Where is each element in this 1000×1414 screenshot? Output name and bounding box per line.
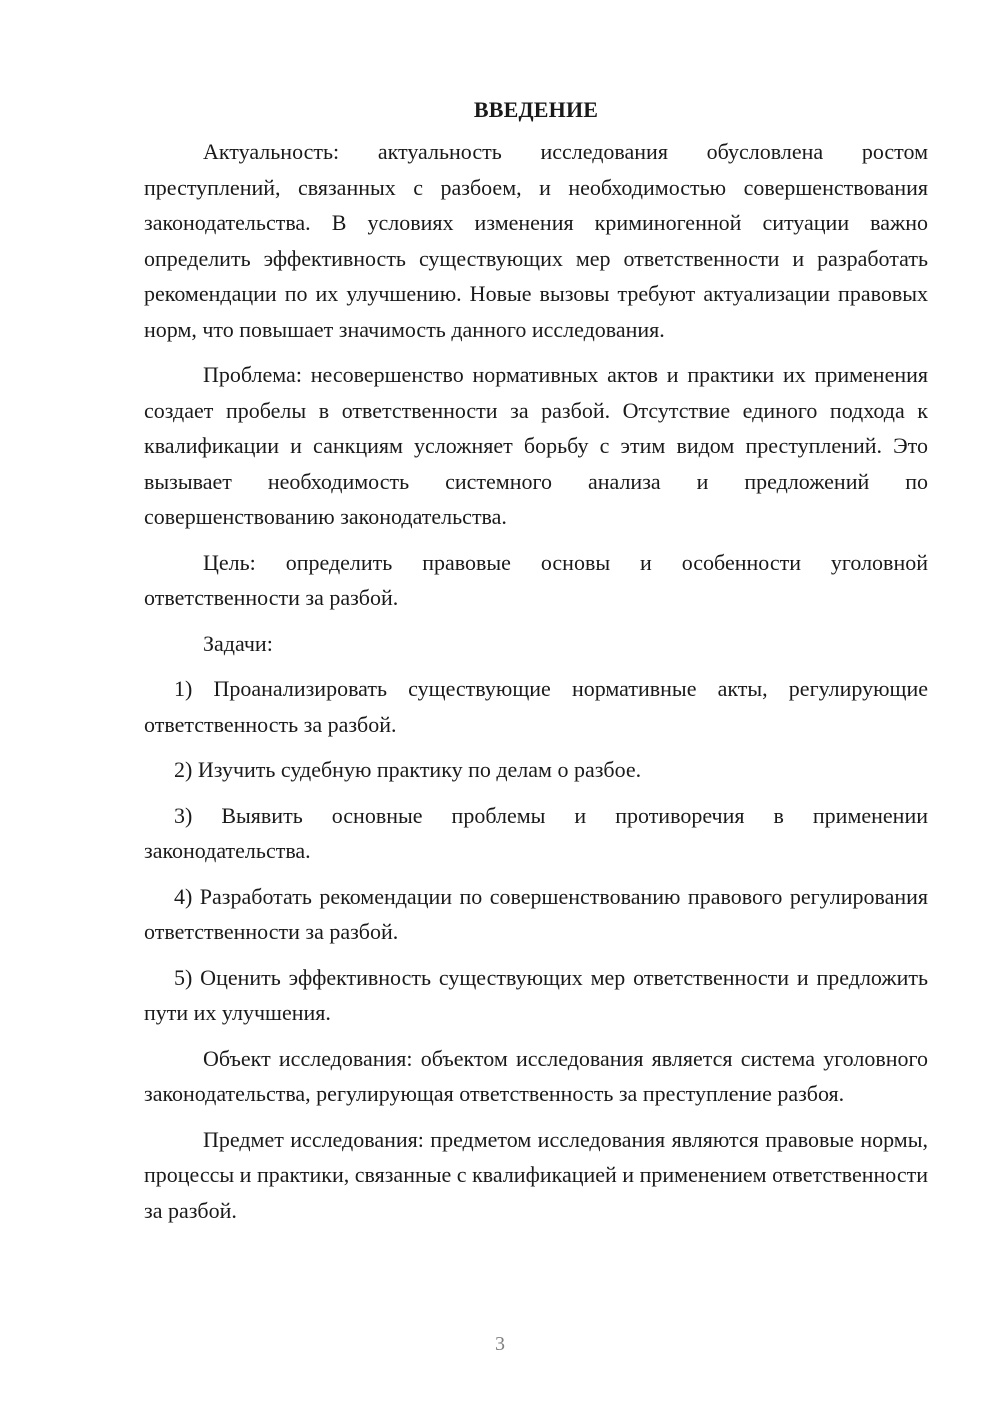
paragraph-relevance: Актуальность: актуальность исследования обусловлена ростом преступлений, связанных с разбоем, и необходимостью совершенствования законодательства. В условиях изменения криминогенной ситуации важно определить эффективность существующих мер ответственности и разработать рекомендации по их улучшению. Новые вызовы требуют актуализации правовых норм, что повышает значимость данного исследования.	[144, 139, 928, 342]
paragraph-problem: Проблема: несовершенство нормативных актов и практики их применения создает пробелы в ответственности за разбой. Отсутствие единого подхода к квалификации и санкциям усложняет борьбу с этим видом преступлений. Это вызывает необходимость системного анализа и предложений по совершенствованию законодательства.	[144, 362, 928, 529]
page-number: 3	[495, 1333, 505, 1355]
tasks-heading: Задачи:	[203, 630, 273, 656]
paragraph-subject: Предмет исследования: предметом исследования являются правовые нормы, процессы и практики, связанные с квалификацией и применением ответственности за разбой.	[144, 1126, 928, 1223]
section-title: ВВЕДЕНИЕ	[473, 97, 599, 122]
task-item-5: 5) Оценить эффективность существующих мер ответственности и предложить пути их улучшения.	[144, 964, 928, 1025]
paragraph-object: Объект исследования: объектом исследования является система уголовного законодательства, регулирующая ответственность за преступление разбоя.	[144, 1045, 928, 1106]
task-item-2: 2) Изучить судебную практику по делам о разбое.	[174, 757, 642, 782]
document-page	[144, 92, 928, 1238]
task-item-4: 4) Разработать рекомендации по совершенствованию правового регулирования ответственности за разбой.	[144, 883, 928, 944]
paragraph-goal: Цель: определить правовые основы и особенности уголовной ответственности за разбой.	[144, 549, 928, 610]
task-item-3: 3) Выявить основные проблемы и противоречия в применении законодательства.	[144, 802, 928, 863]
task-item-1: 1) Проанализировать существующие нормативные акты, регулирующие ответственность за разбой.	[144, 676, 928, 737]
